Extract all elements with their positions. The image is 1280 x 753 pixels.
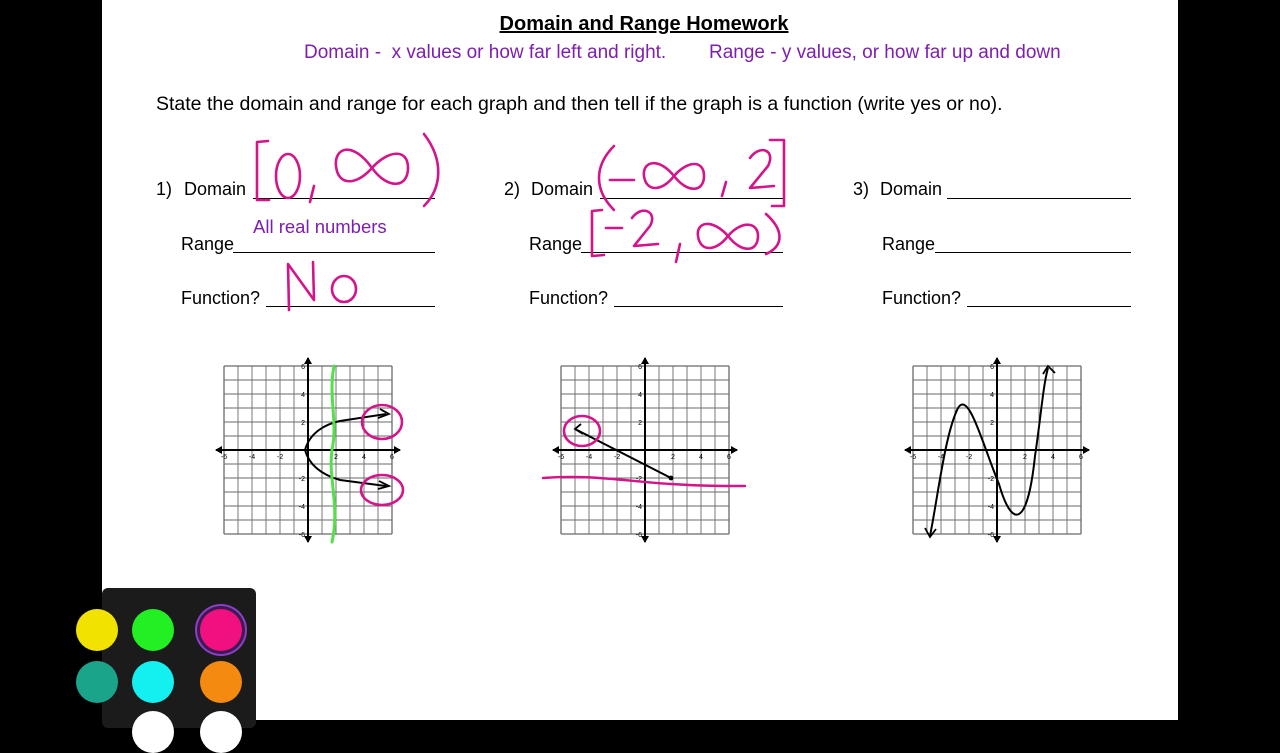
instructions-text: State the domain and range for each graph and then tell if the graph is a function (write yes or no). <box>156 93 1003 115</box>
graph-2-x-tick-label: 6 <box>727 454 731 461</box>
graph-3-x-tick-label: -2 <box>965 454 973 461</box>
color-swatch-white[interactable] <box>132 711 174 753</box>
graph-2-annotations <box>551 356 741 546</box>
problem-3-domain-label: Domain <box>880 179 943 199</box>
problem-1-domain-label: Domain <box>184 179 247 199</box>
graph-3-y-tick-label: 6 <box>990 364 994 371</box>
graph-1-y-tick-label: -6 <box>298 532 305 539</box>
problem-2-number: 2) <box>504 179 521 199</box>
graph-3-x-tick-label: 4 <box>1051 454 1055 461</box>
graph-2-x-tick-label: -2 <box>613 454 621 461</box>
graph-1-y-tick-label: 4 <box>301 392 305 399</box>
graph-3-x-tick-label: 6 <box>1079 454 1083 461</box>
graph-1-y-tick-label: 6 <box>301 364 305 371</box>
color-swatch-green[interactable] <box>132 609 174 651</box>
graph-3-y-tick-label: -4 <box>987 504 994 511</box>
problem-2-domain-label: Domain <box>531 179 594 199</box>
worksheet-page <box>102 0 1178 720</box>
range-definition: Range - y values, or how far up and down <box>709 42 1061 63</box>
graph-3-y-tick-label: -6 <box>987 532 994 539</box>
graph-1-y-tick-label: -2 <box>298 476 305 483</box>
graph-3-y-tick-label: -2 <box>987 476 994 483</box>
problem-1-range-label: Range <box>181 234 235 254</box>
graph-2-x-tick-label: 2 <box>671 454 675 461</box>
graph-3-curve <box>903 356 1093 546</box>
graph-2-y-tick-label: -6 <box>635 532 642 539</box>
color-swatch-teal[interactable] <box>76 661 118 703</box>
graph-2-x-tick-label: -6 <box>557 454 565 461</box>
graph-3-x-tick-label: 2 <box>1023 454 1027 461</box>
color-swatch-white[interactable] <box>200 711 242 753</box>
color-swatch-orange[interactable] <box>200 661 242 703</box>
problem-3-function-label: Function? <box>882 288 962 308</box>
graph-1-annotations <box>214 356 404 546</box>
problem-1-function-label: Function? <box>181 288 261 308</box>
graph-3-x-tick-label: -6 <box>909 454 917 461</box>
graph-1-x-tick-label: -2 <box>276 454 284 461</box>
graph-3-y-tick-label: 2 <box>990 420 994 427</box>
problem-2-range-label: Range <box>529 234 583 254</box>
all-real-numbers-note: All real numbers <box>253 216 387 237</box>
graph-2-y-tick-label: 6 <box>638 364 642 371</box>
graph-2-x-tick-label: 4 <box>699 454 703 461</box>
graph-3-y-tick-label: 4 <box>990 392 994 399</box>
graph-1-x-tick-label: 6 <box>390 454 394 461</box>
graph-1-y-tick-label: 2 <box>301 420 305 427</box>
problem-1-number: 1) <box>156 179 173 199</box>
graph-2-x-tick-label: -4 <box>585 454 593 461</box>
color-palette <box>102 588 256 728</box>
problem-3-number: 3) <box>853 179 870 199</box>
color-swatch-yellow[interactable] <box>76 609 118 651</box>
color-swatch-cyan[interactable] <box>132 661 174 703</box>
graph-2-y-tick-label: -4 <box>635 504 642 511</box>
graph-2-y-tick-label: 2 <box>638 420 642 427</box>
graph-1-x-tick-label: 4 <box>362 454 366 461</box>
graph-1-x-tick-label: -4 <box>248 454 256 461</box>
worksheet-title: Domain and Range Homework <box>499 13 789 35</box>
problem-2-function-label: Function? <box>529 288 609 308</box>
graph-1-x-tick-label: 2 <box>334 454 338 461</box>
graph-2-y-tick-label: 4 <box>638 392 642 399</box>
graph-2-y-tick-label: -2 <box>635 476 642 483</box>
graph-3-x-tick-label: -4 <box>937 454 945 461</box>
graph-1-x-tick-label: -6 <box>220 454 228 461</box>
color-swatch-magenta[interactable] <box>200 609 242 651</box>
domain-definition: Domain - x values or how far left and right. <box>304 42 667 63</box>
graph-1-y-tick-label: -4 <box>298 504 305 511</box>
problem-3-range-label: Range <box>882 234 936 254</box>
